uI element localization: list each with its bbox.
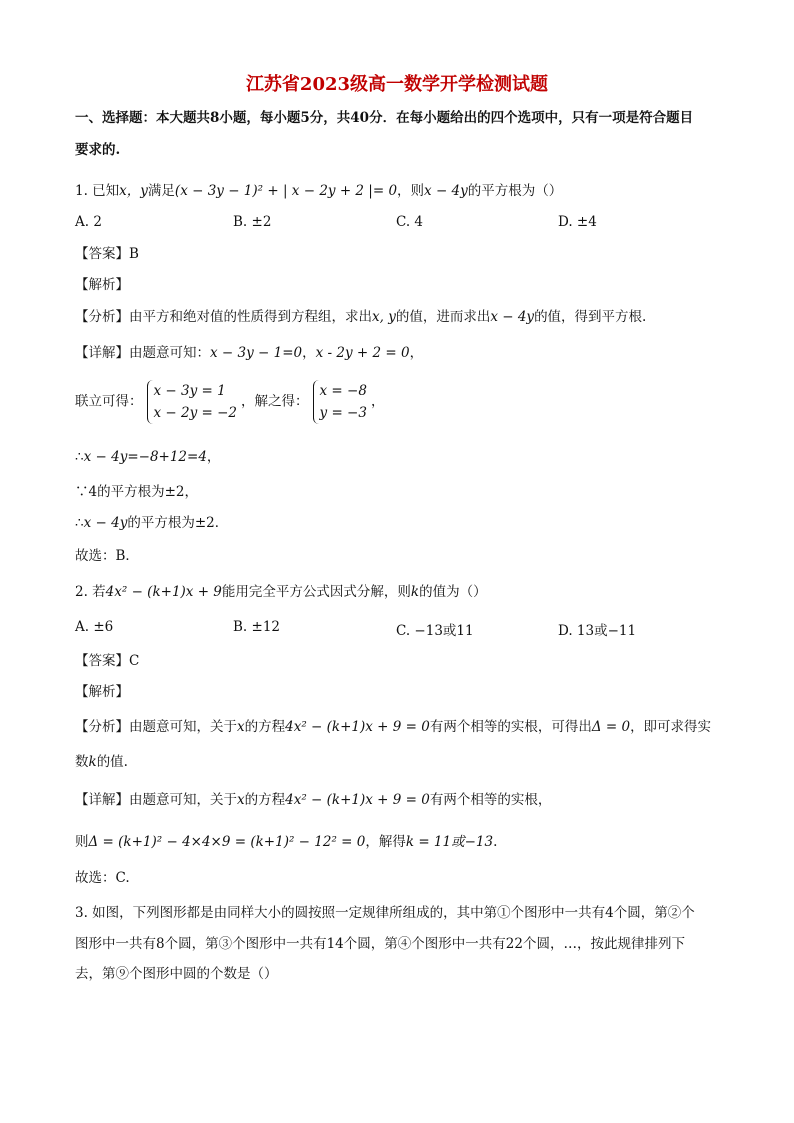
q1-detail-sep: ， bbox=[302, 345, 316, 361]
q1-step1 bbox=[75, 447, 735, 467]
q1-stem-then: ，则 bbox=[397, 183, 425, 199]
q2-stem-prefix: 2. 若 bbox=[75, 584, 106, 600]
section-heading-line2: 要求的. bbox=[75, 142, 121, 158]
q1-analysis bbox=[75, 307, 735, 327]
q2-choose: 故选：C. bbox=[75, 870, 130, 886]
q2-analysis-delta: Δ = 0 bbox=[591, 719, 631, 735]
q2-analysis-text-b: 的方程 bbox=[244, 719, 286, 735]
q1-step3-expr: x − 4y bbox=[83, 515, 128, 531]
q2-analysis-line2 bbox=[75, 752, 735, 772]
q2-analysis-line1 bbox=[75, 717, 735, 737]
q1-analysis-text-b: 的值，进而求出 bbox=[395, 309, 491, 325]
q2-analysis-line2-k: k bbox=[88, 754, 97, 770]
q2-stem-suffix: 的值为（） bbox=[419, 584, 487, 600]
q1-option-d: D. ±4 bbox=[558, 214, 597, 230]
q2-analysis-eq: 4x² − (k+1)x + 9 = 0 bbox=[285, 719, 430, 735]
q1-jiexi: 【解析】 bbox=[75, 277, 129, 293]
therefore-symbol: ∴ bbox=[75, 515, 84, 531]
q1-step3 bbox=[75, 513, 735, 533]
q1-system-1-row2: x − 2y = −2 bbox=[153, 405, 238, 421]
q2-stem-expr: 4x² − (k+1)x + 9 bbox=[105, 584, 222, 600]
q2-analysis-line2-a: 数 bbox=[75, 754, 89, 770]
therefore-symbol: ∴ bbox=[75, 449, 84, 465]
q1-choose: 故选：B． bbox=[75, 548, 139, 564]
q2-detail-label: 【详解】 bbox=[75, 792, 129, 808]
q2-answer: 【答案】C bbox=[75, 653, 140, 669]
q1-detail-text: 由题意可知： bbox=[129, 345, 210, 361]
q1-detail-eq1: x − 3y − 1=0 bbox=[210, 345, 303, 361]
q2-stem-k: k bbox=[410, 584, 420, 600]
q1-system-1 bbox=[147, 380, 238, 424]
q2-ze-prefix: 则 bbox=[75, 834, 89, 850]
q3-line3: 去，第⑨个图形中圆的个数是（） bbox=[75, 966, 278, 982]
q1-detail-label: 【详解】 bbox=[75, 345, 129, 361]
q1-system-2-row2: y = −3 bbox=[319, 405, 367, 421]
section-heading-line1: 一、选择题：本大题共8小题，每小题5分，共40分．在每小题给出的四个选项中，只有一项是符合题目 bbox=[75, 110, 694, 126]
q2-ze-result: k = 11或−13 bbox=[405, 834, 494, 850]
q1-stem-equation: (x − 3y − 1)² + | x − 2y + 2 |= 0 bbox=[174, 183, 398, 199]
q2-option-b: B. ±12 bbox=[233, 619, 280, 635]
q1-option-a: A. 2 bbox=[75, 214, 102, 230]
q1-analysis-label: 【分析】 bbox=[75, 309, 129, 325]
q1-detail-end: ， bbox=[409, 345, 424, 361]
q2-detail-text-c: 有两个相等的实根， bbox=[429, 792, 552, 808]
q2-ze-mid: ，解得 bbox=[365, 834, 406, 850]
q1-system-2 bbox=[313, 380, 367, 424]
q1-analysis-text-c: 的值，得到平方根. bbox=[534, 309, 647, 325]
q2-analysis-text-a: 由题意可知，关于 bbox=[129, 719, 237, 735]
q2-detail-text-b: 的方程 bbox=[244, 792, 286, 808]
q1-stem-expression: x − 4y bbox=[424, 183, 468, 199]
q1-detail-eq2: x - 2y + 2 = 0 bbox=[315, 345, 410, 361]
q1-option-c: C. 4 bbox=[396, 214, 424, 230]
q1-stem bbox=[75, 181, 735, 201]
q2-analysis-text-c: 有两个相等的实根，可得出 bbox=[429, 719, 592, 735]
q2-detail bbox=[75, 790, 735, 810]
q2-ze-eq: Δ = (k+1)² − 4×4×9 = (k+1)² − 12² = 0 bbox=[88, 834, 366, 850]
q1-detail bbox=[75, 343, 735, 363]
q2-stem bbox=[75, 582, 735, 602]
q2-analysis-x: x bbox=[237, 719, 245, 735]
q2-detail-eq: 4x² − (k+1)x + 9 = 0 bbox=[285, 792, 430, 808]
q2-detail-x: x bbox=[237, 792, 245, 808]
q1-system-2-row1: x = −8 bbox=[319, 383, 367, 399]
q1-system-2-end: ， bbox=[370, 393, 385, 410]
q1-analysis-expr: x − 4y bbox=[490, 309, 535, 325]
q2-detail-text-a: 由题意可知，关于 bbox=[129, 792, 237, 808]
q1-stem-prefix: 1. 已知 bbox=[75, 183, 120, 199]
q1-analysis-vars: x, y bbox=[372, 309, 396, 325]
q1-analysis-text-a: 由平方和绝对值的性质得到方程组，求出 bbox=[129, 309, 372, 325]
q2-analysis-text-d: ，即可求得实 bbox=[630, 719, 712, 735]
q1-step3-text: 的平方根为±2． bbox=[127, 515, 229, 531]
q2-analysis-line2-b: 的值. bbox=[96, 754, 128, 770]
q2-jiexi: 【解析】 bbox=[75, 684, 129, 700]
exam-title: 江苏省2023级高一数学开学检测试题 bbox=[245, 74, 549, 95]
q1-answer: 【答案】B bbox=[75, 246, 139, 262]
q1-stem-suffix: 的平方根为（） bbox=[467, 183, 563, 199]
q1-step1-eq: x − 4y=−8+12=4 bbox=[83, 449, 207, 465]
q2-option-d: D. 13或−11 bbox=[558, 623, 637, 639]
q1-stem-vars: x，y bbox=[119, 183, 148, 199]
q1-lianli: 联立可得： bbox=[75, 393, 143, 410]
q1-step2: ∵4的平方根为±2， bbox=[75, 484, 198, 500]
q3-line2: 图形中一共有8个圆，第③个图形中一共有14个圆，第④个图形中一共有22个圆，…，按此规律排列下 bbox=[75, 936, 685, 952]
q1-step1-end: ， bbox=[206, 449, 221, 465]
q1-option-b: B. ±2 bbox=[233, 214, 272, 230]
q1-jiezhi: ，解之得： bbox=[241, 393, 309, 410]
q2-ze bbox=[75, 832, 735, 852]
q2-ze-end: . bbox=[493, 834, 498, 850]
q1-stem-mid: 满足 bbox=[147, 183, 175, 199]
q2-option-c: C. −13或11 bbox=[396, 623, 474, 639]
q1-system-1-row1: x − 3y = 1 bbox=[153, 383, 226, 399]
q3-line1: 3. 如图，下列图形都是由同样大小的圆按照一定规律所组成的，其中第①个图形中一共有4个圆，第②个 bbox=[75, 905, 695, 921]
q2-analysis-label: 【分析】 bbox=[75, 719, 129, 735]
q1-system-line bbox=[75, 380, 735, 424]
q2-option-a: A. ±6 bbox=[75, 619, 114, 635]
q2-stem-mid: 能用完全平方公式因式分解，则 bbox=[221, 584, 411, 600]
